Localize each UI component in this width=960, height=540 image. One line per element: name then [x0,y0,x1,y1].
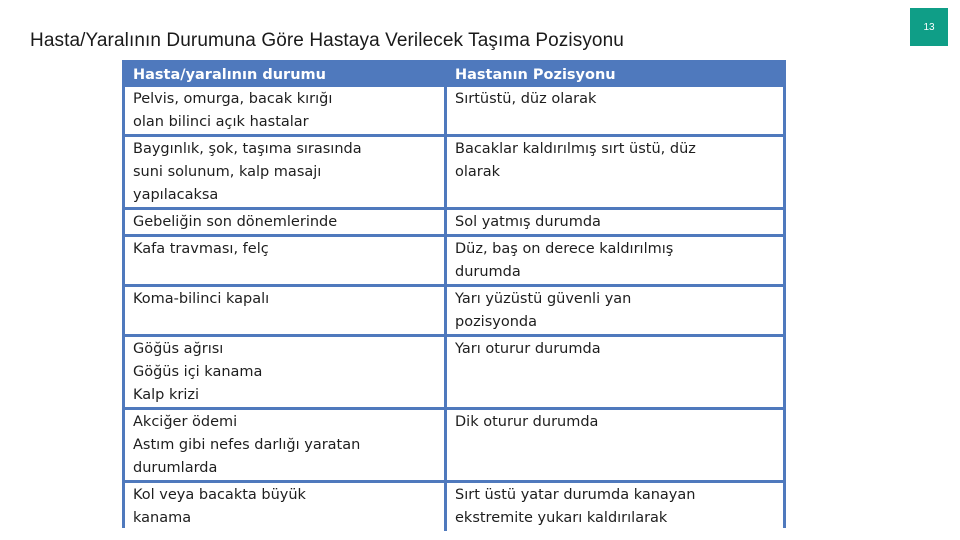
position-table [125,63,783,531]
position-cell: Düz, baş on derece kaldırılmış durumda [447,237,783,287]
table-row [125,237,783,287]
condition-cell: Akciğer ödemi Astım gibi nefes darlığı yaratan durumlarda [125,410,447,483]
table-header-row [125,63,783,87]
page-number: 13 [923,21,935,33]
header-position: Hastanın Pozisyonu [447,63,783,87]
position-cell: Dik oturur durumda [447,410,783,483]
table-row [125,337,783,410]
header-condition: Hasta/yaralının durumu [125,63,447,87]
table-row [125,287,783,337]
position-cell: Yarı oturur durumda [447,337,783,410]
condition-cell: Baygınlık, şok, taşıma sırasında suni solunum, kalp masajı yapılacaksa [125,137,447,210]
position-cell: Sol yatmış durumda [447,210,783,237]
condition-cell: Kol veya bacakta büyük kanama [125,483,447,531]
condition-cell: Kafa travması, felç [125,237,447,287]
condition-cell: Gebeliğin son dönemlerinde [125,210,447,237]
position-table-container [122,60,786,528]
position-cell: Yarı yüzüstü güvenli yan pozisyonda [447,287,783,337]
table-row [125,87,783,137]
table-row [125,483,783,531]
table-row [125,137,783,210]
condition-cell: Pelvis, omurga, bacak kırığı olan bilinci açık hastalar [125,87,447,137]
condition-cell: Göğüs ağrısı Göğüs içi kanama Kalp krizi [125,337,447,410]
page-number-badge [910,8,948,46]
table-row [125,210,783,237]
position-cell: Sırt üstü yatar durumda kanayan ekstremite yukarı kaldırılarak [447,483,783,531]
slide-title: Hasta/Yaralının Durumuna Göre Hastaya Verilecek Taşıma Pozisyonu [30,30,624,51]
position-cell: Bacaklar kaldırılmış sırt üstü, düz olarak [447,137,783,210]
condition-cell: Koma-bilinci kapalı [125,287,447,337]
position-cell: Sırtüstü, düz olarak [447,87,783,137]
table-row [125,410,783,483]
